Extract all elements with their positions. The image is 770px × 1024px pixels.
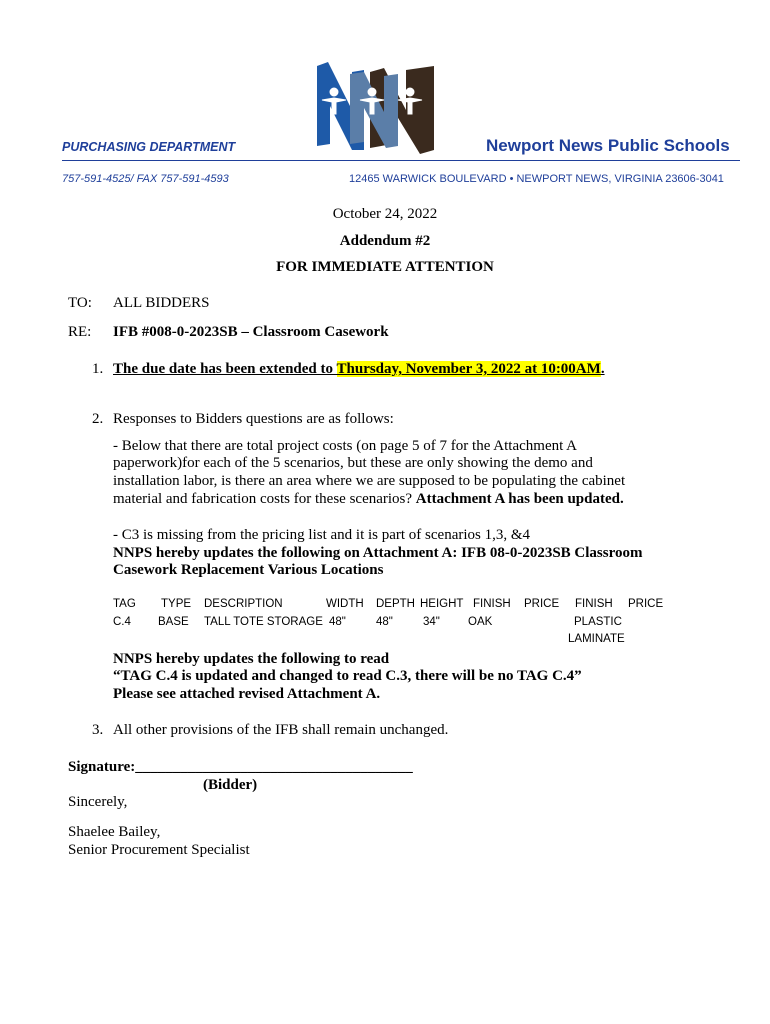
re-value: IFB #008-0-2023SB – Classroom Casework xyxy=(113,324,389,340)
signature-blank: _____________________________________ xyxy=(135,759,413,775)
nnps-logo xyxy=(312,62,438,154)
due-date-highlight: Thursday, November 3, 2022 at 10:00AM xyxy=(336,361,601,377)
signer-title: Senior Procurement Specialist xyxy=(68,842,250,858)
item2-number: 2. xyxy=(92,411,104,427)
table-cell-height: 34" xyxy=(423,616,440,628)
addendum-title: Addendum #2 xyxy=(339,233,431,249)
memo-date: October 24, 2022 xyxy=(332,206,438,222)
table-header-finish: FINISH xyxy=(473,598,511,610)
phone-fax: 757-591-4525/ FAX 757-591-4593 xyxy=(62,173,229,185)
table-cell-finish-2: PLASTIC xyxy=(574,616,622,628)
table-header-type: TYPE xyxy=(161,598,192,610)
table-header-depth: DEPTH xyxy=(376,598,415,610)
item3-text: All other provisions of the IFB shall remain unchanged. xyxy=(113,722,449,738)
item1-number: 1. xyxy=(92,361,104,377)
update-line3: Please see attached revised Attachment A. xyxy=(113,686,381,702)
signature-line xyxy=(68,759,413,776)
department-name: PURCHASING DEPARTMENT xyxy=(62,140,236,154)
question1-answer: Attachment A has been updated. xyxy=(415,491,624,507)
table-header-width: WIDTH xyxy=(326,598,364,610)
table-cell-width: 48" xyxy=(329,616,346,628)
item2-intro: Responses to Bidders questions are as follows: xyxy=(113,411,394,427)
question1-text: material and fabrication costs for these scenarios? xyxy=(113,491,413,507)
question1-line1: - Below that there are total project costs (on page 5 of 7 for the Attachment A xyxy=(113,438,578,454)
update-line2: “TAG C.4 is updated and changed to read C.3, there will be no TAG C.4” xyxy=(113,668,582,684)
table-cell-depth: 48" xyxy=(376,616,393,628)
question1-line4 xyxy=(113,491,624,508)
table-cell-tag: C.4 xyxy=(113,616,131,628)
question2-line1: - C3 is missing from the pricing list and it is part of scenarios 1,3, &4 xyxy=(113,527,531,543)
question1-line3: installation labor, is there an area where we are supposed to be populating the cabinet xyxy=(113,473,626,489)
table-cell-type: BASE xyxy=(158,616,189,628)
street-address: 12465 WARWICK BOULEVARD • NEWPORT NEWS, VIRGINIA 23606-3041 xyxy=(349,173,724,185)
question1-line2: paperwork)for each of the 5 scenarios, but these are only showing the demo and xyxy=(113,455,593,471)
closing: Sincerely, xyxy=(68,794,128,810)
attention-heading: FOR IMMEDIATE ATTENTION xyxy=(276,259,494,275)
header-divider xyxy=(62,160,740,161)
to-value: ALL BIDDERS xyxy=(113,295,210,311)
item3-number: 3. xyxy=(92,722,104,738)
due-date-suffix: . xyxy=(600,361,605,377)
update-line1: NNPS hereby updates the following to read xyxy=(113,651,390,667)
table-header-price-2: PRICE xyxy=(628,598,664,610)
question2-answer-line1: NNPS hereby updates the following on Attachment A: IFB 08-0-2023SB Classroom xyxy=(113,545,643,561)
table-cell-description: TALL TOTE STORAGE xyxy=(204,616,323,628)
table-header-finish-2: FINISH xyxy=(575,598,613,610)
signature-label: Signature: xyxy=(68,759,136,775)
table-header-height: HEIGHT xyxy=(420,598,464,610)
organization-name: Newport News Public Schools xyxy=(486,136,730,155)
bidder-label: (Bidder) xyxy=(203,777,258,793)
table-header-price: PRICE xyxy=(524,598,560,610)
table-cell-finish-2-extra: LAMINATE xyxy=(568,633,625,645)
signer-name: Shaelee Bailey, xyxy=(68,824,161,840)
table-cell-finish: OAK xyxy=(468,616,493,628)
table-header-description: DESCRIPTION xyxy=(204,598,283,610)
re-label: RE: xyxy=(68,324,92,340)
due-date-prefix: The due date has been extended to xyxy=(113,361,337,377)
question2-answer-line2: Casework Replacement Various Locations xyxy=(113,562,384,578)
table-header-tag: TAG xyxy=(113,598,136,610)
to-label: TO: xyxy=(68,295,92,311)
nnps-logo-graphic xyxy=(312,62,438,154)
due-date-extension xyxy=(113,361,605,378)
